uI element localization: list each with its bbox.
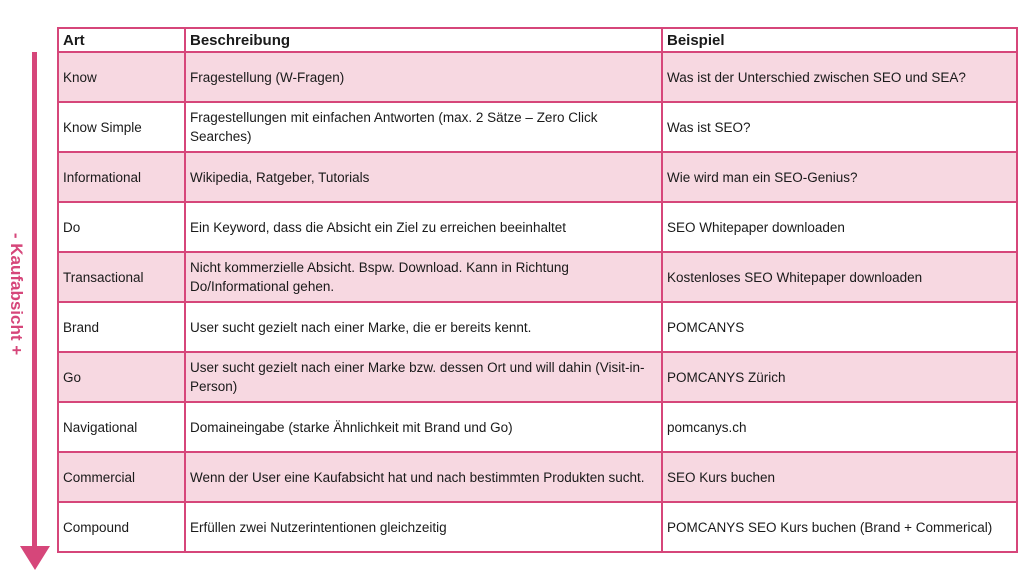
cell-art: Do (58, 202, 185, 252)
table-row (58, 502, 1017, 552)
cell-beispiel: Kostenloses SEO Whitepaper downloaden (662, 252, 1017, 302)
table-row (58, 152, 1017, 202)
cell-art: Go (58, 352, 185, 402)
table-row (58, 52, 1017, 102)
cell-art: Commercial (58, 452, 185, 502)
cell-beschreibung: Wenn der User eine Kaufabsicht hat und nach bestimmten Produkten sucht. (185, 452, 662, 502)
cell-beschreibung: User sucht gezielt nach einer Marke, die er bereits kennt. (185, 302, 662, 352)
table-row (58, 452, 1017, 502)
table-row (58, 202, 1017, 252)
search-intent-table (57, 27, 1018, 553)
cell-beispiel: pomcanys.ch (662, 402, 1017, 452)
header-beschreibung: Beschreibung (185, 28, 662, 52)
header-row (58, 28, 1017, 52)
cell-art: Informational (58, 152, 185, 202)
cell-beispiel: POMCANYS SEO Kurs buchen (Brand + Commerical) (662, 502, 1017, 552)
header-art: Art (58, 28, 185, 52)
cell-beschreibung: Erfüllen zwei Nutzerintentionen gleichzeitig (185, 502, 662, 552)
cell-art: Navigational (58, 402, 185, 452)
cell-beispiel: POMCANYS Zürich (662, 352, 1017, 402)
cell-beispiel: Was ist SEO? (662, 102, 1017, 152)
arrow-shaft (32, 52, 37, 548)
table-row (58, 252, 1017, 302)
cell-beschreibung: Fragestellung (W-Fragen) (185, 52, 662, 102)
cell-art: Compound (58, 502, 185, 552)
cell-beschreibung: User sucht gezielt nach einer Marke bzw. dessen Ort und will dahin (Visit-in-Person) (185, 352, 662, 402)
cell-beschreibung: Wikipedia, Ratgeber, Tutorials (185, 152, 662, 202)
arrow-down-icon (20, 546, 50, 570)
cell-beispiel: SEO Kurs buchen (662, 452, 1017, 502)
cell-beschreibung: Domaineingabe (starke Ähnlichkeit mit Brand und Go) (185, 402, 662, 452)
cell-beschreibung: Fragestellungen mit einfachen Antworten (max. 2 Sätze – Zero Click Searches) (185, 102, 662, 152)
cell-beispiel: POMCANYS (662, 302, 1017, 352)
cell-beschreibung: Nicht kommerzielle Absicht. Bspw. Download. Kann in Richtung Do/Informational gehen. (185, 252, 662, 302)
cell-art: Transactional (58, 252, 185, 302)
table-row (58, 302, 1017, 352)
cell-beispiel: Was ist der Unterschied zwischen SEO und SEA? (662, 52, 1017, 102)
cell-art: Know Simple (58, 102, 185, 152)
table-row (58, 402, 1017, 452)
table-row (58, 352, 1017, 402)
cell-art: Brand (58, 302, 185, 352)
axis-label: - Kaufabsicht + (4, 194, 28, 394)
cell-beispiel: SEO Whitepaper downloaden (662, 202, 1017, 252)
table-row (58, 102, 1017, 152)
header-beispiel: Beispiel (662, 28, 1017, 52)
cell-art: Know (58, 52, 185, 102)
cell-beispiel: Wie wird man ein SEO-Genius? (662, 152, 1017, 202)
cell-beschreibung: Ein Keyword, dass die Absicht ein Ziel zu erreichen beeinhaltet (185, 202, 662, 252)
